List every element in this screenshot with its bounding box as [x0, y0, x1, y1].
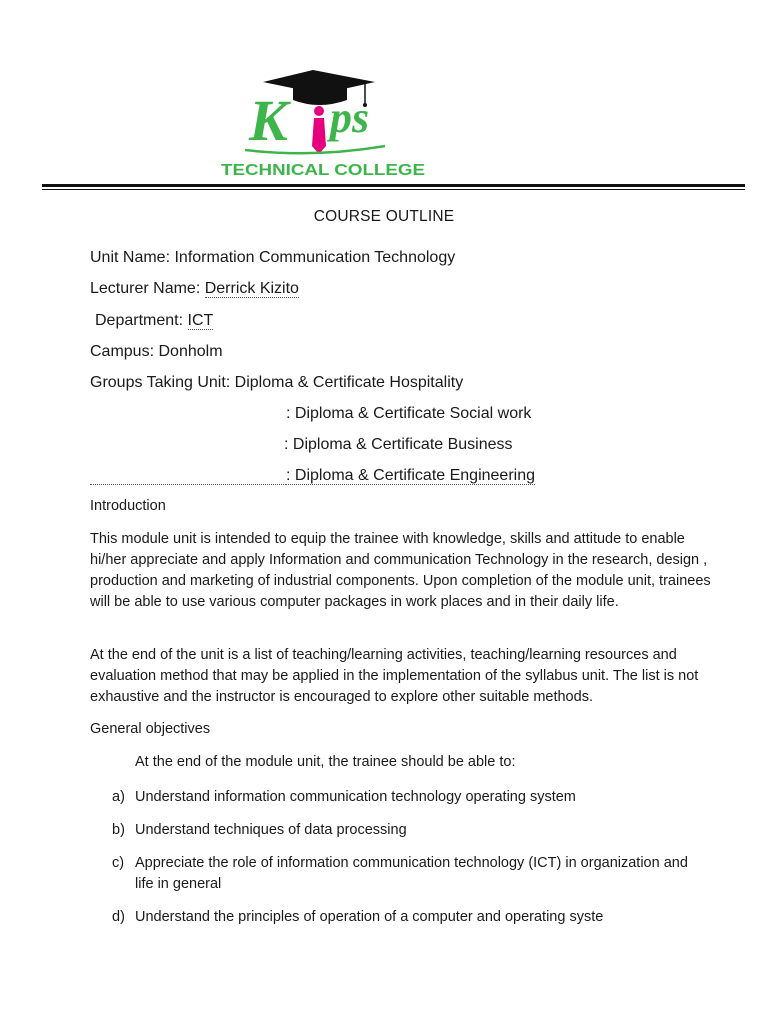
department-value: ICT [187, 312, 214, 329]
department-line [95, 311, 213, 331]
objectives-heading: General objectives [90, 721, 211, 737]
list-text: Understand the principles of operation of a computer and operating syste [135, 909, 604, 925]
list-marker: c) [112, 855, 125, 871]
list-text: Appreciate the role of information communication technology (ICT) in organization and life in general [135, 855, 688, 892]
unit-name-line [90, 248, 455, 268]
campus-label: Campus: [90, 343, 155, 360]
group-item: Diploma & Certificate Hospitality [234, 374, 464, 391]
group-item: : Diploma & Certificate Business [284, 436, 513, 453]
list-marker: d) [112, 909, 125, 925]
tie-icon [312, 118, 326, 154]
college-name-text: TECHNICAL COLLEGE [221, 162, 425, 179]
list-text: Understand information communication technology operating system [135, 789, 576, 805]
list-marker: a) [112, 789, 125, 805]
group-item-text: : Diploma & Certificate Engineering [286, 467, 536, 484]
campus-value: Donholm [158, 343, 223, 360]
group-item [286, 466, 535, 486]
list-marker: b) [112, 822, 125, 838]
introduction-paragraph-2 [90, 645, 715, 708]
header-rule-thin [42, 189, 745, 190]
header-rule-thick [42, 184, 745, 187]
group-item: : Diploma & Certificate Social work [286, 405, 532, 422]
college-logo [215, 70, 430, 182]
lecturer-line [90, 279, 299, 299]
intro-text-2: At the end of the unit is a list of teaching/learning activities, teaching/learning resources and evaluation method that may be applied in the implementation of the syllabus unit. The list is not exhaustive and the instructor is encouraged to explore other suitable methods. [90, 647, 699, 705]
groups-line [90, 373, 463, 393]
svg-text:ps: ps [330, 93, 370, 142]
department-label: Department: [95, 312, 184, 329]
unit-name-value: Information Communication Technology [174, 249, 456, 266]
unit-name-label: Unit Name: [90, 249, 171, 266]
intro-text-1: This module unit is intended to equip the trainee with knowledge, skills and attitude to enable hi/her appreciate and apply Information and communication Technology in the research, design , production and marketing of industrial components. Upon completion of the module unit, trainees will be able to use various computer packages in work places and in their daily life. [90, 531, 711, 610]
lecturer-label: Lecturer Name: [90, 280, 201, 297]
svg-text:K: K [249, 88, 288, 153]
list-text: Understand techniques of data processing [135, 822, 407, 838]
introduction-paragraph [90, 529, 715, 613]
objectives-lead: At the end of the module unit, the trainee should be able to: [135, 754, 516, 770]
groups-label: Groups Taking Unit: [90, 374, 231, 391]
introduction-heading: Introduction [90, 498, 166, 514]
document-title: COURSE OUTLINE [313, 208, 455, 225]
lecturer-value: Derrick Kizito [204, 280, 299, 297]
dotted-leader [90, 484, 286, 485]
campus-line [90, 342, 223, 362]
